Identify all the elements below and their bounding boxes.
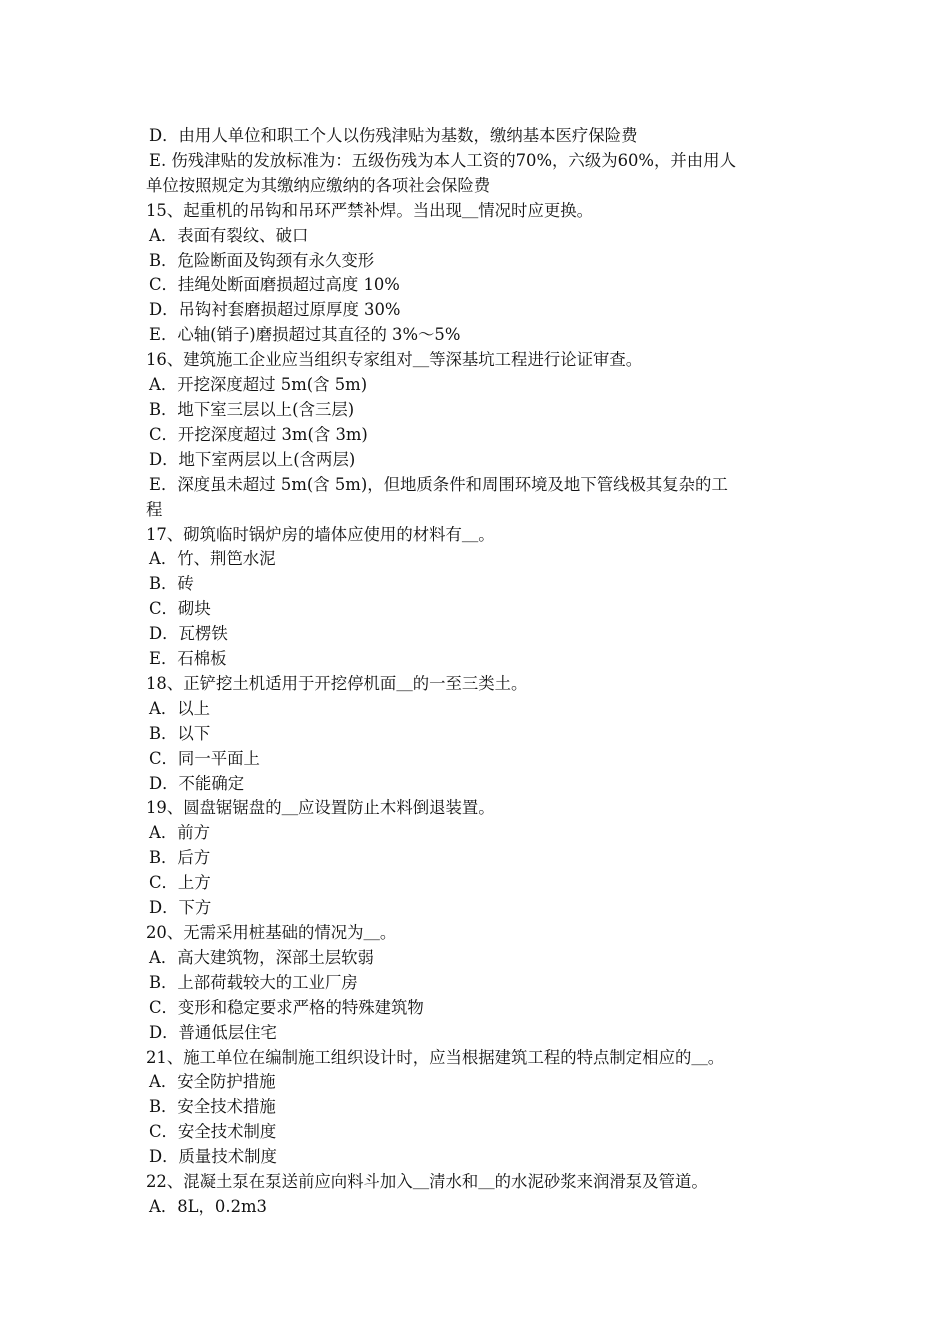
- question-line: 16、建筑施工企业应当组织专家组对＿等深基坑工程进行论证审查。: [146, 350, 643, 370]
- document-page: [146, 124, 816, 1220]
- question-line: 21、施工单位在编制施工组织设计时，应当根据建筑工程的特点制定相应的＿。: [146, 1047, 725, 1067]
- option-line: A．以上: [149, 698, 211, 718]
- option-line: E. 伤残津贴的发放标准为：五级伤残为本人工资的70%，六级为60%，并由用人: [149, 150, 736, 170]
- option-continuation-line: 程: [146, 499, 163, 519]
- option-line: D．不能确定: [149, 773, 245, 793]
- option-line: B．安全技术措施: [149, 1097, 276, 1117]
- option-line: E．深度虽未超过 5m(含 5m)，但地质条件和周围环境及地下管线极其复杂的工: [149, 474, 728, 494]
- option-line: D．由用人单位和职工个人以伤残津贴为基数，缴纳基本医疗保险费: [149, 126, 638, 145]
- option-line: D．下方: [149, 898, 212, 918]
- option-line: B．危险断面及钩颈有永久变形: [149, 250, 375, 270]
- option-line: C．变形和稳定要求严格的特殊建筑物: [149, 997, 424, 1017]
- question-line: 17、砌筑临时锅炉房的墙体应使用的材料有＿。: [146, 524, 495, 544]
- option-line: D．吊钩衬套磨损超过原厚度 30%: [149, 300, 401, 320]
- option-line: C．砌块: [149, 599, 211, 619]
- option-line: B．地下室三层以上(含三层): [149, 399, 355, 419]
- option-line: A．8L，0.2m3: [149, 1196, 267, 1216]
- option-line: E．心轴(销子)磨损超过其直径的 3%～5%: [149, 325, 461, 345]
- option-line: C．挂绳处断面磨损超过高度 10%: [149, 275, 400, 295]
- option-line: A．竹、荆笆水泥: [149, 549, 276, 569]
- option-line: A．前方: [149, 823, 211, 843]
- option-continuation-line: 单位按照规定为其缴纳应缴纳的各项社会保险费: [146, 175, 491, 195]
- option-line: D．瓦楞铁: [149, 624, 228, 644]
- question-line: 22、混凝土泵在泵送前应向料斗加入＿清水和＿的水泥砂浆来润滑泵及管道。: [146, 1172, 708, 1192]
- option-line: C．同一平面上: [149, 748, 260, 768]
- question-line: 20、无需采用桩基础的情况为＿。: [146, 923, 397, 942]
- option-line: A．开挖深度超过 5m(含 5m): [149, 375, 368, 395]
- option-line: C．安全技术制度: [149, 1122, 277, 1142]
- option-line: D．质量技术制度: [149, 1147, 277, 1167]
- option-line: A．安全防护措施: [149, 1072, 276, 1092]
- option-line: B．以下: [149, 723, 211, 743]
- question-line: 15、起重机的吊钩和吊环严禁补焊。当出现＿情况时应更换。: [146, 200, 594, 220]
- option-line: C．上方: [149, 873, 211, 893]
- option-line: D．普通低层住宅: [149, 1022, 277, 1042]
- option-line: C．开挖深度超过 3m(含 3m): [149, 424, 368, 444]
- option-line: A．表面有裂纹、破口: [149, 225, 309, 245]
- question-line: 19、圆盘锯锯盘的＿应设置防止木料倒退装置。: [146, 798, 495, 818]
- option-line: B．砖: [149, 574, 194, 594]
- question-line: 18、正铲挖土机适用于开挖停机面＿的一至三类土。: [146, 673, 528, 693]
- option-line: B．上部荷载较大的工业厂房: [149, 972, 358, 992]
- option-line: D．地下室两层以上(含两层): [149, 449, 356, 469]
- option-line: A．高大建筑物，深部土层软弱: [149, 947, 374, 967]
- option-line: B．后方: [149, 848, 211, 868]
- option-line: E．石棉板: [149, 649, 227, 669]
